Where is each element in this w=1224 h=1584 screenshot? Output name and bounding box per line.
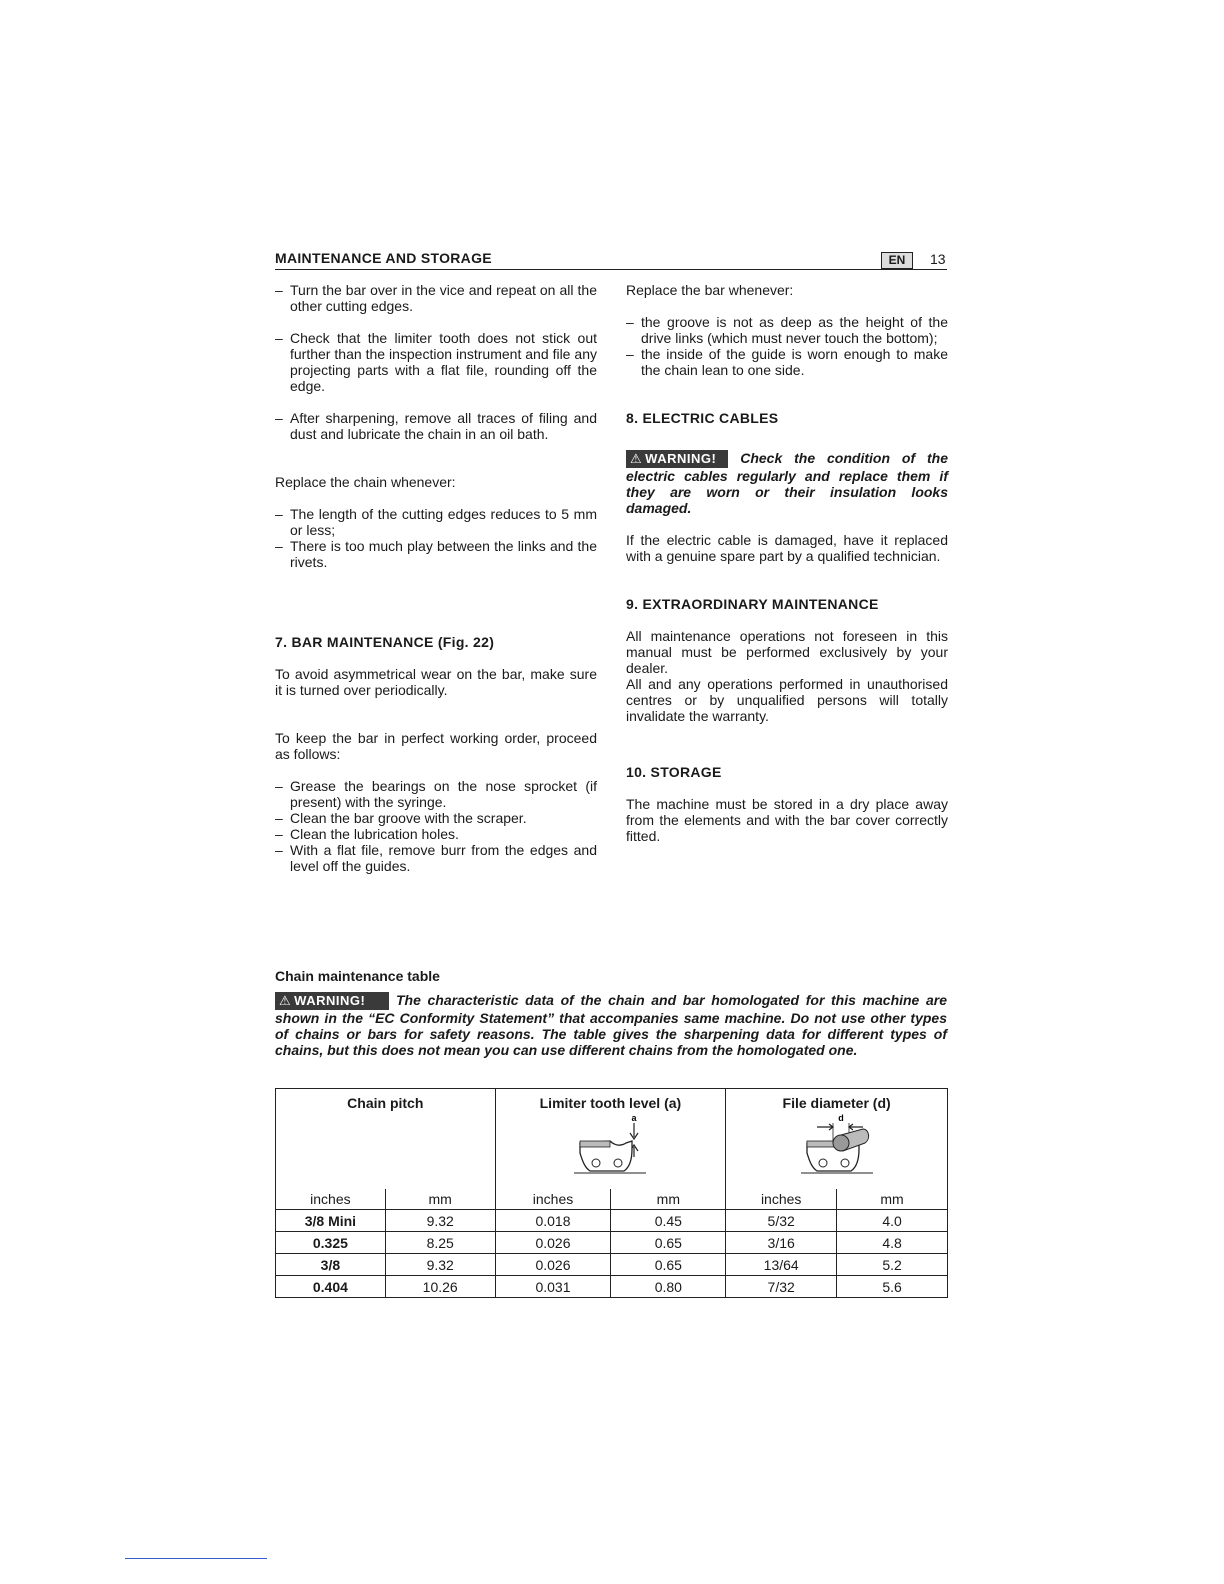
storage-paragraph: The machine must be stored in a dry place away from the elements and with the bar cover correctly fitted. [626, 796, 948, 844]
extra-paragraph: All and any operations performed in unauthorised centres or by unqualified persons will totally invalidate the warranty. [626, 676, 948, 724]
table-cell: 0.80 [611, 1276, 726, 1298]
table-cell: 3/8 Mini [276, 1210, 386, 1232]
chain-maintenance-table [275, 1088, 948, 1298]
footnote-divider [125, 1558, 267, 1559]
table-cell: 0.325 [276, 1232, 386, 1254]
electric-cables-heading: 8. ELECTRIC CABLES [626, 410, 779, 426]
sharpening-list [275, 282, 597, 442]
warning-text: Check the condition of the electric cables regularly and replace them if they are worn or their insulation looks damaged. [626, 450, 948, 516]
warning-triangle-icon: ⚠ [279, 993, 292, 1008]
table-cell: 0.031 [495, 1276, 611, 1298]
page-number: 13 [930, 251, 946, 267]
table-cell: 4.8 [837, 1232, 948, 1254]
list-item: – Turn the bar over in the vice and repeat on all the other cutting edges. [275, 282, 597, 314]
dimension-label-a: a [631, 1113, 637, 1123]
table-cell: 3/16 [726, 1232, 837, 1254]
list-item: – Clean the lubrication holes. [275, 826, 597, 842]
table-row [276, 1210, 948, 1232]
table-cell: 9.32 [385, 1254, 495, 1276]
warning-badge: ⚠ WARNING! [626, 450, 728, 468]
replace-bar-intro: Replace the bar whenever: [626, 282, 794, 298]
table-row [276, 1254, 948, 1276]
bar-maintenance-list [275, 778, 597, 874]
list-item: – Check that the limiter tooth does not stick out further than the inspection instrument and file any projecting parts with a flat file, rounding off the edge. [275, 330, 597, 394]
table-cell: 3/8 [276, 1254, 386, 1276]
list-item: – There is too much play between the links and the rivets. [275, 538, 597, 570]
table-row [276, 1232, 948, 1254]
list-item: – the groove is not as deep as the height of the drive links (which must never touch the bottom); [626, 314, 948, 346]
bar-paragraph: To avoid asymmetrical wear on the bar, make sure it is turned over periodically. [275, 666, 597, 698]
list-item: – After sharpening, remove all traces of filing and dust and lubricate the chain in an oil bath. [275, 410, 597, 442]
cables-paragraph: If the electric cable is damaged, have it replaced with a genuine spare part by a qualified technician. [626, 532, 948, 564]
table-cell: 5/32 [726, 1210, 837, 1232]
list-item: – the inside of the guide is worn enough to make the chain lean to one side. [626, 346, 948, 378]
table-cell: 0.404 [276, 1276, 386, 1298]
table-cell: 0.026 [495, 1254, 611, 1276]
table-cell: 9.32 [385, 1210, 495, 1232]
chain-pitch-header: Chain pitch [276, 1089, 496, 1190]
storage-heading: 10. STORAGE [626, 764, 722, 780]
unit-cell: mm [611, 1189, 726, 1210]
dimension-label-d: d [837, 1113, 844, 1123]
replace-chain-list [275, 506, 597, 570]
table-cell: 0.45 [611, 1210, 726, 1232]
table-cell: 0.65 [611, 1254, 726, 1276]
table-warning [275, 992, 947, 1058]
list-item: – The length of the cutting edges reduces to 5 mm or less; [275, 506, 597, 538]
unit-cell: mm [385, 1189, 495, 1210]
bar-maintenance-heading: 7. BAR MAINTENANCE (Fig. 22) [275, 634, 495, 650]
cables-warning [626, 450, 948, 516]
unit-cell: inches [726, 1189, 837, 1210]
extraordinary-maintenance-heading: 9. EXTRAORDINARY MAINTENANCE [626, 596, 879, 612]
chain-table-heading: Chain maintenance table [275, 968, 440, 984]
table-cell: 0.65 [611, 1232, 726, 1254]
replace-bar-list [626, 314, 948, 378]
table-cell: 7/32 [726, 1276, 837, 1298]
limiter-tooth-header: Limiter tooth level (a) a [495, 1089, 726, 1190]
table-cell: 0.026 [495, 1232, 611, 1254]
list-item: – Clean the bar groove with the scraper. [275, 810, 597, 826]
warning-badge: ⚠ WARNING! [275, 992, 389, 1010]
file-diameter-header: File diameter (d) d [726, 1089, 948, 1190]
language-badge: EN [881, 252, 913, 269]
chain-table-section [275, 968, 947, 1058]
unit-cell: mm [837, 1189, 948, 1210]
table-cell: 8.25 [385, 1232, 495, 1254]
table-cell: 10.26 [385, 1276, 495, 1298]
list-item: – Grease the bearings on the nose sprocket (if present) with the syringe. [275, 778, 597, 810]
table-cell: 5.2 [837, 1254, 948, 1276]
warning-triangle-icon: ⚠ [630, 451, 643, 466]
units-row [276, 1189, 948, 1210]
bar-paragraph: To keep the bar in perfect working order, proceed as follows: [275, 730, 597, 762]
unit-cell: inches [276, 1189, 386, 1210]
right-column [626, 282, 948, 844]
table-row [276, 1276, 948, 1298]
unit-cell: inches [495, 1189, 611, 1210]
extra-paragraph: All maintenance operations not foreseen in this manual must be performed exclusively by your dealer. [626, 628, 948, 676]
left-column [275, 282, 597, 874]
table-cell: 5.6 [837, 1276, 948, 1298]
section-title: MAINTENANCE AND STORAGE [275, 250, 492, 266]
table-cell: 0.018 [495, 1210, 611, 1232]
file-diameter-diagram-icon [777, 1113, 897, 1175]
table-cell: 4.0 [837, 1210, 948, 1232]
replace-chain-intro: Replace the chain whenever: [275, 474, 456, 490]
list-item: – With a flat file, remove burr from the edges and level off the guides. [275, 842, 597, 874]
page-header [275, 249, 947, 270]
table-cell: 13/64 [726, 1254, 837, 1276]
warning-text: The characteristic data of the chain and bar homologated for this machine are shown in the “EC Conformity Statement” that accompanies same machine. Do not use other types of chains or bars for safety reasons. The table gives the sharpening data for different types of chains, but this does not mean you can use different chains from the homologated one. [275, 992, 947, 1058]
limiter-tooth-diagram-icon [550, 1113, 670, 1175]
